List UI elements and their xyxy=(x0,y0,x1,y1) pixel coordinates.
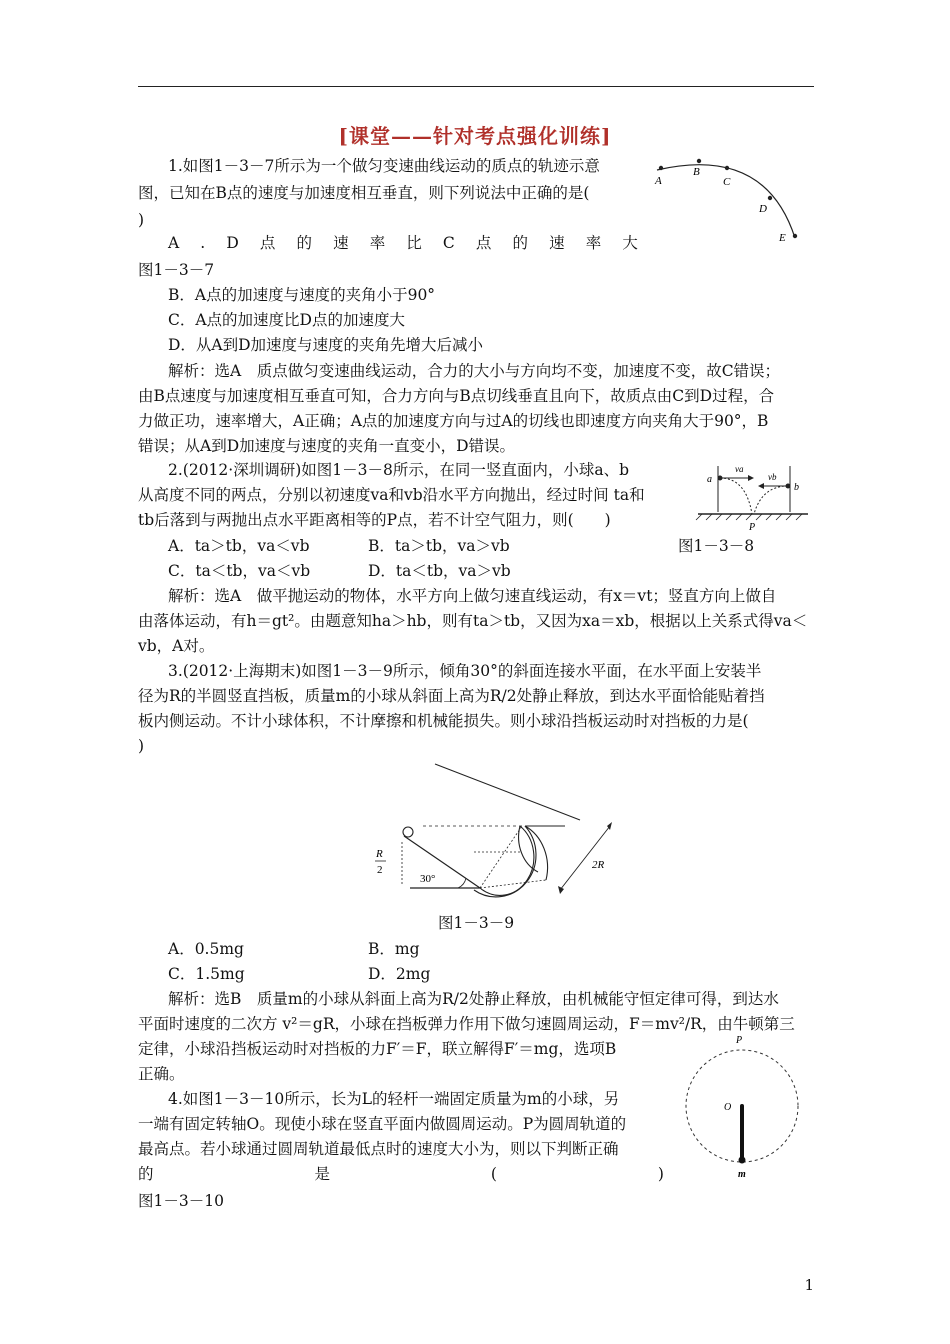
q3-figure-caption: 图1－3－9 xyxy=(438,914,515,932)
q4-label: O xyxy=(724,1102,732,1113)
q3-label: 30° xyxy=(420,873,436,885)
q1-line-3: ) xyxy=(138,211,145,229)
q1-opt-a-char: 的 xyxy=(512,234,528,252)
q2-line-2: 从高度不同的两点，分别以初速度va和vb沿水平方向抛出，经过时间 ta和 xyxy=(138,486,645,504)
q1-label: B xyxy=(693,166,700,178)
q1-opt-a-char: 大 xyxy=(622,234,638,252)
q4-line-4-part: ) xyxy=(657,1165,664,1183)
q2-option-b: B．ta＞tb，va＞vb xyxy=(368,537,510,555)
q1-line-1: 1.如图1－3－7所示为一个做匀变速曲线运动的质点的轨迹示意 xyxy=(168,157,600,175)
q1-opt-a-char: . xyxy=(200,234,206,252)
q1-opt-a-char: 率 xyxy=(585,234,602,252)
q1-label: C xyxy=(723,176,731,188)
q1-opt-a-char: 点 xyxy=(259,234,276,252)
q2-label: va xyxy=(735,464,744,474)
q1-label: D xyxy=(759,203,767,215)
q2-label: P xyxy=(749,522,756,533)
q2-line-3: tb后落到与两抛出点水平距离相等的P点，若不计空气阻力，则( ) xyxy=(138,511,611,529)
q1-opt-a-char: 速 xyxy=(333,234,349,252)
q1-figure-caption: 图1－3－7 xyxy=(138,261,215,279)
q4-line-4-part: ( xyxy=(490,1165,497,1183)
q1-label: E xyxy=(779,232,786,244)
q2-label: a xyxy=(707,474,712,485)
q3-line-4: ) xyxy=(138,737,145,755)
q3-analysis-2: 平面时速度的二次方 v²＝gR，小球在挡板弹力作用下做匀速圆周运动，F＝mv²/R，由牛顿第三 xyxy=(138,1015,795,1033)
q2-analysis-2: 由落体运动，有h＝gt²。由题意知ha＞hb，则有ta＞tb，又因为xa＝xb，根据以上关系式得va＜ xyxy=(138,612,808,630)
q2-option-a: A．ta＞tb，va＜vb xyxy=(168,537,310,555)
q1-opt-a-char: 比 xyxy=(406,234,422,252)
q3-option-a: A．0.5mg xyxy=(168,940,244,958)
q2-figure-caption: 图1－3－8 xyxy=(678,537,755,555)
q2-analysis-3: vb，A对。 xyxy=(138,637,215,655)
q1-opt-a-char: 速 xyxy=(549,234,565,252)
q1-option-a xyxy=(168,232,638,254)
q2-label: vb xyxy=(768,472,777,482)
q1-analysis-1: 解析：选A 质点做匀变速曲线运动，合力的大小与方向均不变，加速度不变，故C错误； xyxy=(168,362,781,380)
q3-line-2: 径为R的半圆竖直挡板，质量m的小球从斜面上高为R/2处静止释放，到达水平面恰能贴着挡 xyxy=(138,687,765,705)
page-number: 1 xyxy=(804,1276,814,1294)
q2-analysis-1: 解析：选A 做平抛运动的物体，水平方向上做匀速直线运动，有x＝vt；竖直方向上做自 xyxy=(168,587,777,605)
q3-analysis-1: 解析：选B 质量m的小球从斜面上高为R/2处静止释放，由机械能守恒定律可得，到达水 xyxy=(168,990,779,1008)
q1-analysis-2: 由B点速度与加速度相互垂直可知，合力方向与B点切线垂直且向下，故质点由C到D过程，合 xyxy=(138,387,775,405)
q4-line-2: 一端有固定转轴O。现使小球在竖直平面内做圆周运动。P为圆周轨道的 xyxy=(138,1115,627,1133)
q4-circle-figure xyxy=(680,1030,810,1180)
q4-line-4-part: 是 xyxy=(314,1165,330,1183)
q1-label: A xyxy=(655,175,662,187)
q4-label: P xyxy=(736,1035,743,1046)
q4-line-3: 最高点。若小球通过圆周轨道最低点时的速度大小为，则以下判断正确 xyxy=(138,1140,619,1158)
q1-opt-a-char: A xyxy=(168,234,180,252)
q1-opt-a-char: 点 xyxy=(475,234,492,252)
q3-line-1: 3.(2012·上海期末)如图1－3－9所示，倾角30°的斜面连接水平面，在水平面上安装半 xyxy=(168,662,762,680)
q1-opt-a-char: C xyxy=(442,234,455,252)
q1-opt-a-char: 率 xyxy=(369,234,386,252)
q4-figure-caption: 图1－3－10 xyxy=(138,1192,224,1210)
q3-option-c: C．1.5mg xyxy=(168,965,245,983)
q2-option-c: C．ta＜tb，va＜vb xyxy=(168,562,311,580)
q4-label: m xyxy=(738,1169,746,1180)
q1-option-d: D．从A到D加速度与速度的夹角先增大后减小 xyxy=(168,336,484,354)
q2-projectile-figure xyxy=(690,460,815,535)
q1-analysis-4: 错误；从A到D加速度与速度的夹角一直变小，D错误。 xyxy=(138,437,516,455)
top-rule xyxy=(138,86,814,87)
q1-option-c: C．A点的加速度比D点的加速度大 xyxy=(168,311,405,329)
q1-trajectory-figure xyxy=(645,150,815,250)
q1-opt-a-char: D xyxy=(226,234,239,252)
q1-line-2: 图，已知在B点的速度与加速度相互垂直，则下列说法中正确的是( xyxy=(138,184,590,202)
q3-line-3: 板内侧运动。不计小球体积，不计摩擦和机械能损失。则小球沿挡板运动时对挡板的力是( xyxy=(138,712,749,730)
q3-label: 2R xyxy=(592,859,605,871)
q1-option-b: B．A点的加速度与速度的夹角小于90° xyxy=(168,286,436,304)
q2-label: b xyxy=(794,482,799,493)
q3-incline-figure xyxy=(370,760,620,900)
q3-label: 2 xyxy=(377,864,383,876)
q1-opt-a-char: 的 xyxy=(296,234,312,252)
q3-analysis-4: 正确。 xyxy=(138,1065,185,1083)
q3-option-b: B．mg xyxy=(368,940,420,958)
q1-analysis-3: 力做正功，速率增大，A正确；A点的加速度方向与过A的切线也即速度方向夹角大于90°，B xyxy=(138,412,769,430)
q4-line-4-part: 的 xyxy=(138,1165,154,1183)
q4-line-1: 4.如图1－3－10所示，长为L的轻杆一端固定质量为m的小球，另 xyxy=(168,1090,620,1108)
q2-line-1: 2.(2012·深圳调研)如图1－3－8所示，在同一竖直面内，小球a、b xyxy=(168,461,630,479)
q4-line-4 xyxy=(138,1163,664,1185)
section-heading: [课堂——针对考点强化训练] xyxy=(338,124,612,148)
q2-option-d: D．ta＜tb，va＞vb xyxy=(368,562,511,580)
q3-label: R xyxy=(376,848,383,860)
q3-analysis-3: 定律，小球沿挡板运动时对挡板的力F′＝F，联立解得F′＝mg，选项B xyxy=(138,1040,617,1058)
q3-option-d: D．2mg xyxy=(368,965,431,983)
